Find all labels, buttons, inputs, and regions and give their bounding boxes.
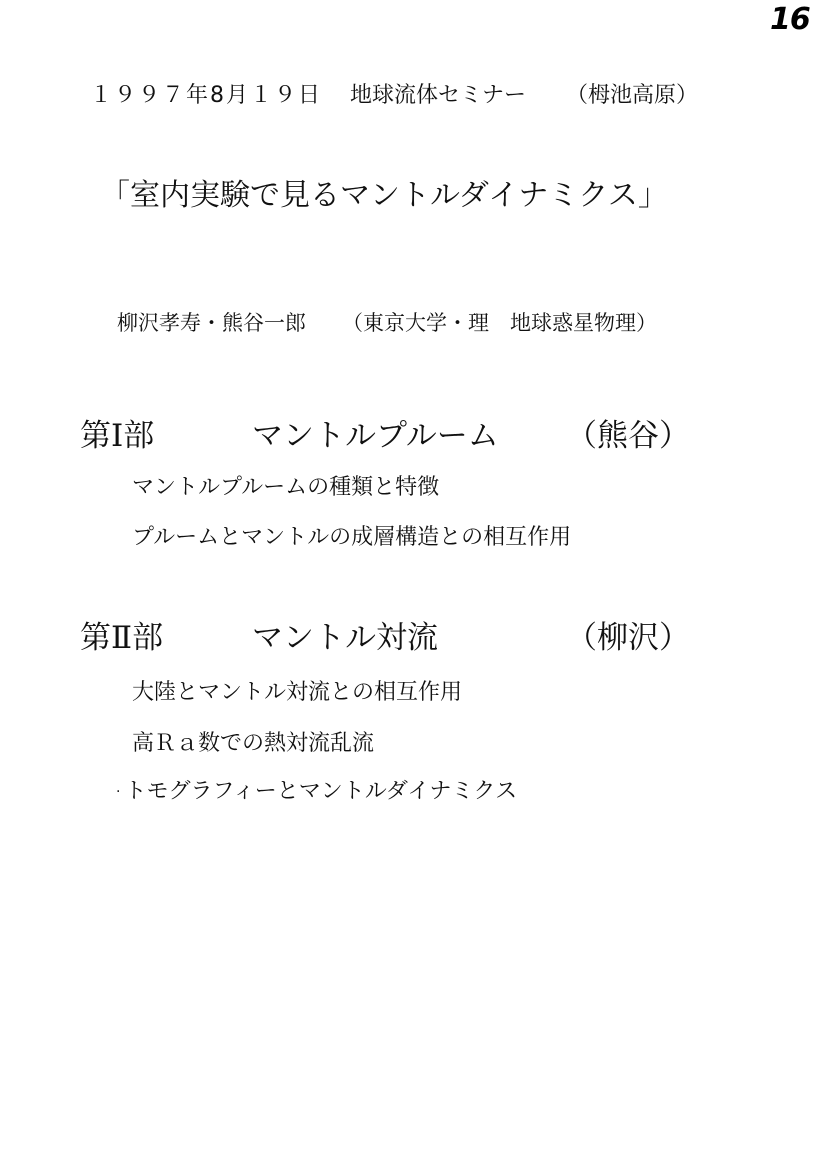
part-2-item: 大陸とマントル対流との相互作用 [132,680,463,705]
seminar-date: １９９７年8月１９日 [90,83,322,108]
part-1-lead: （熊谷） [566,418,690,454]
part-1-title: マントルプルーム [252,418,499,454]
seminar-name: 地球流体セミナー [350,83,527,108]
author-affiliation: （東京大学・理 地球惑星物理） [342,311,657,335]
part-2-heading [80,612,690,657]
part-1-label: 第Ⅰ部 [80,418,155,454]
bullet-dot-icon: · [116,784,121,800]
seminar-venue: （栂池高原） [566,83,699,108]
part-2-title: マントル対流 [252,620,438,656]
page-number: 16 [770,2,810,37]
part-2-label: 第Ⅱ部 [80,620,164,656]
header-line [90,78,698,109]
part-1-heading [80,410,690,455]
author-names: 柳沢孝寿・熊谷一郎 [117,311,306,335]
document-title: 「室内実験で見るマントルダイナミクス」 [100,178,668,213]
part-2-item-text: トモグラフィーとマントルダイナミクス [124,779,518,804]
part-1-item: プルームとマントルの成層構造との相互作用 [132,525,572,550]
part-2-lead: （柳沢） [566,620,690,656]
part-1-item: マントルプルームの種類と特徴 [132,475,440,500]
part-2-item: 高Ｒａ数での熱対流乱流 [132,731,375,756]
authors-line [117,307,657,337]
part-2-item [116,774,517,805]
